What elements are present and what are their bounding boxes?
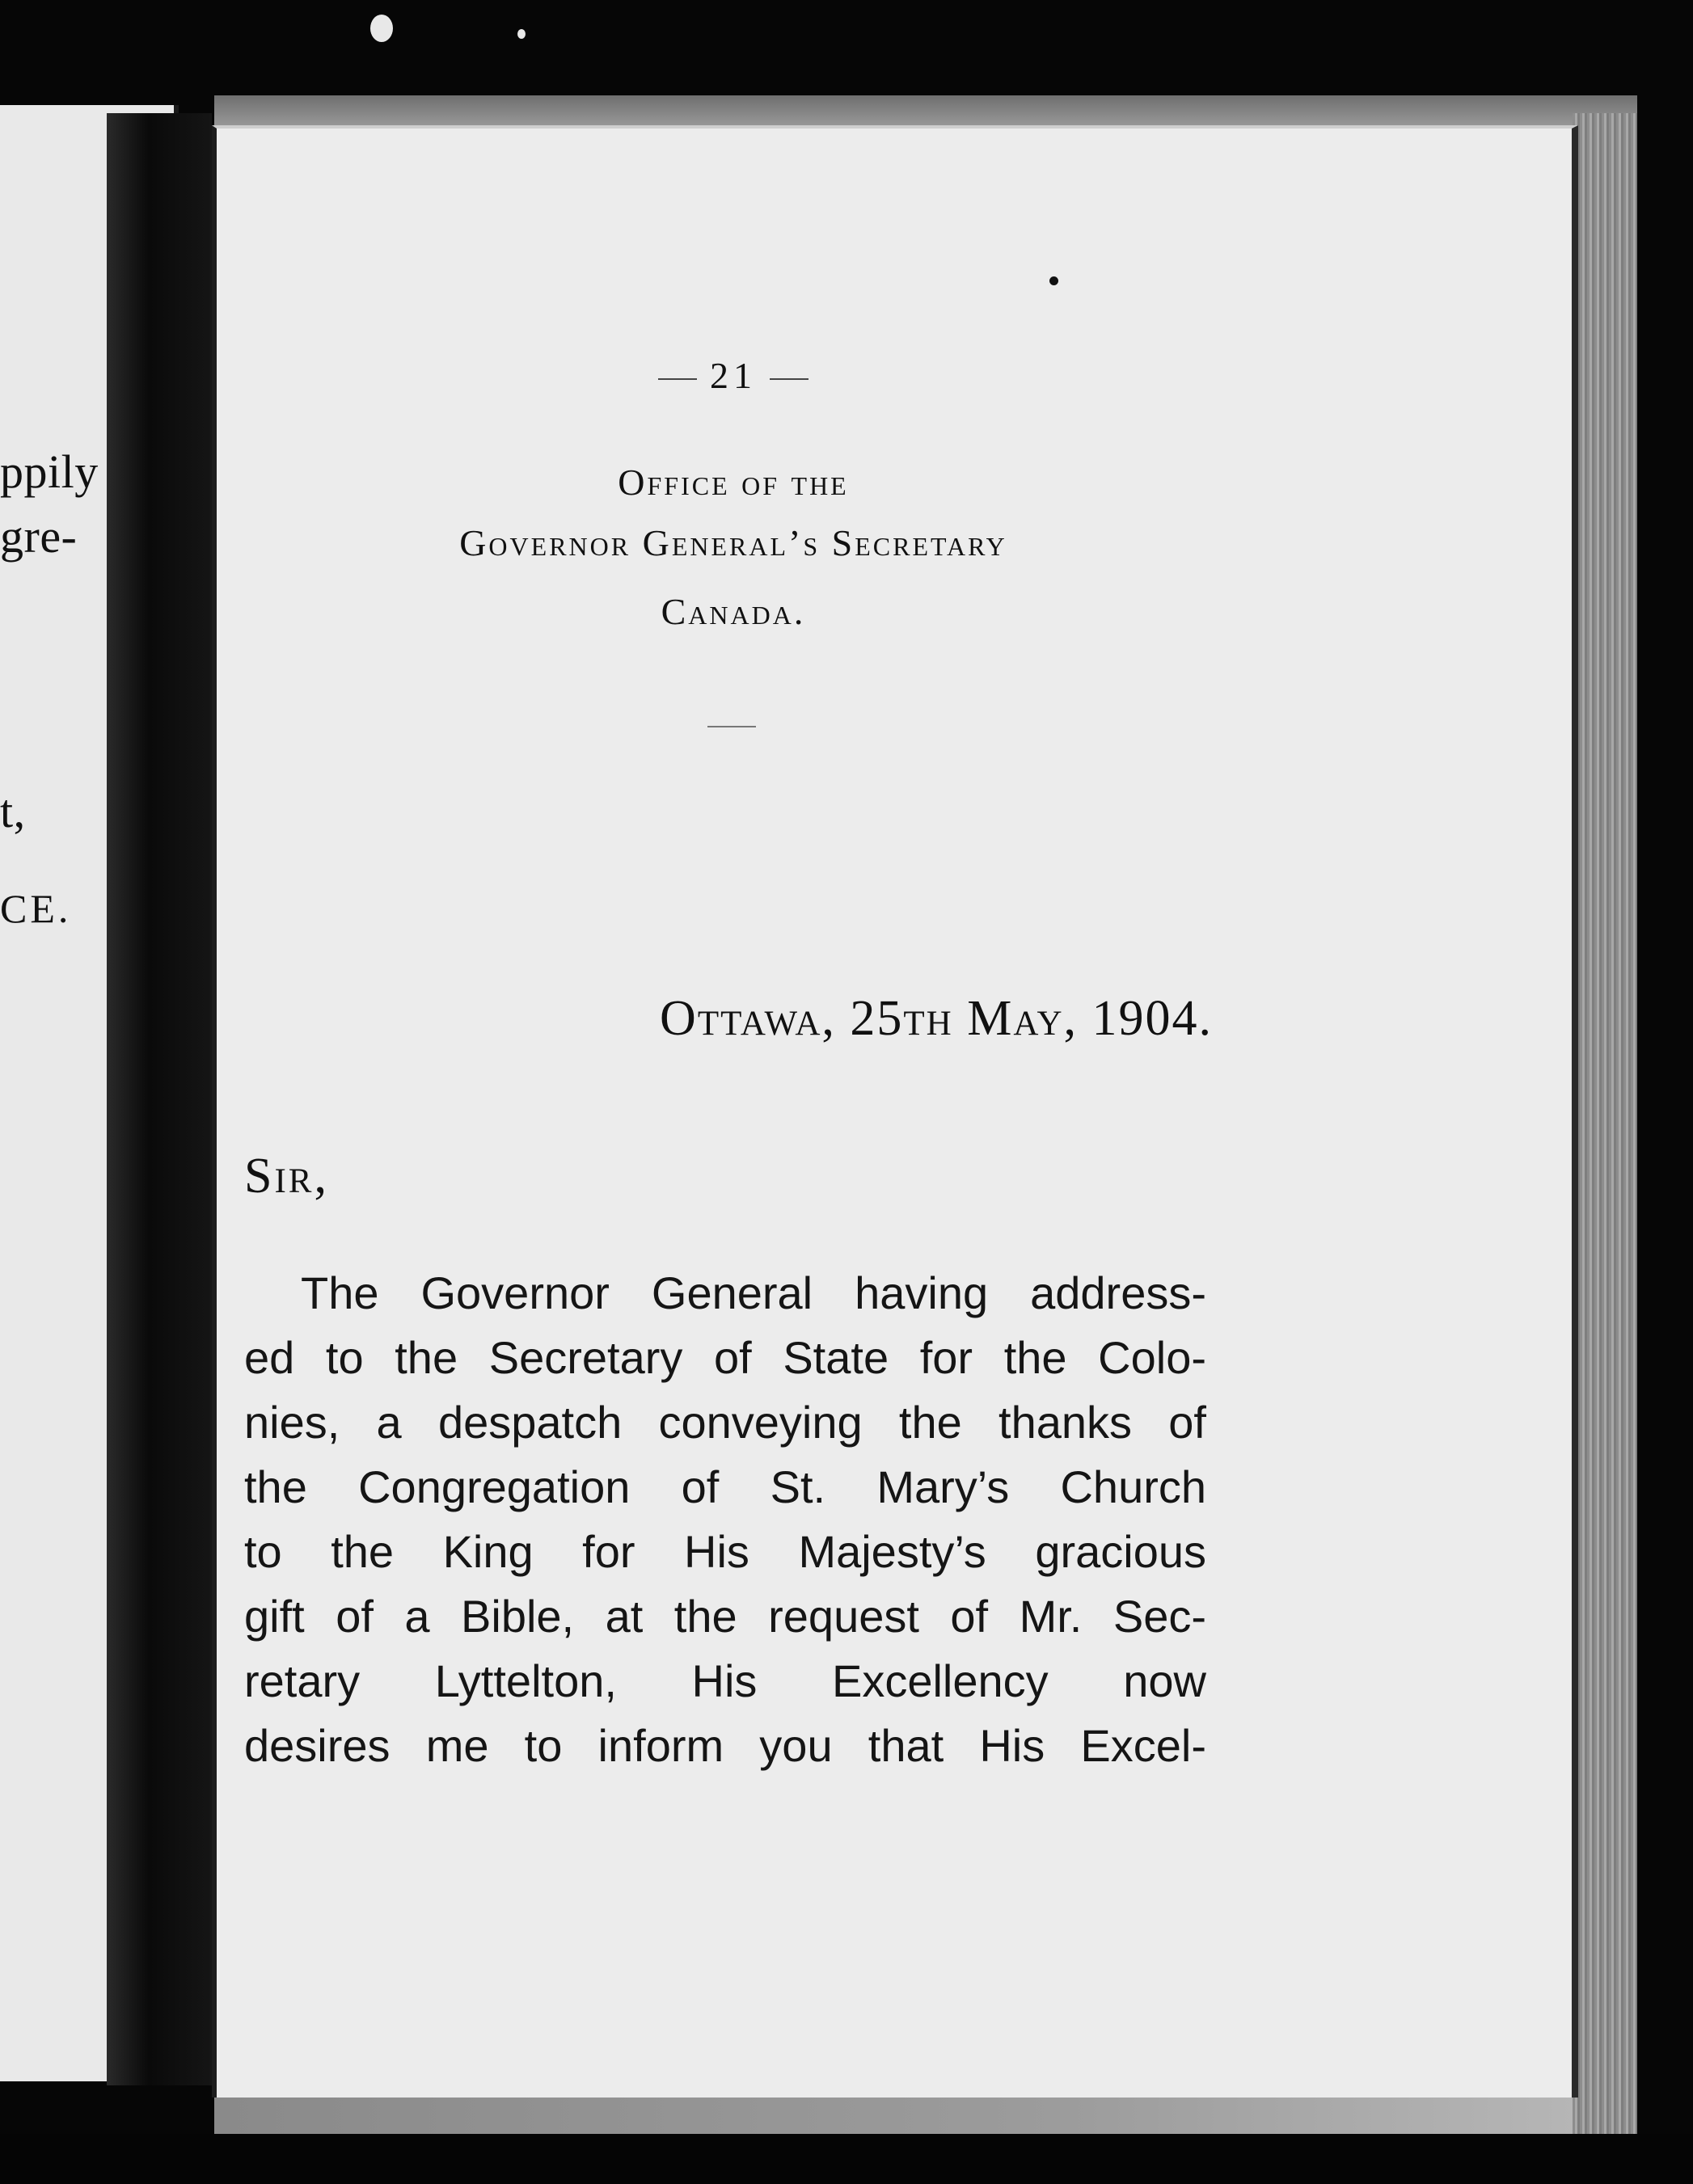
body-line: the Congregation of St. Mary’s Church [244,1461,1206,1512]
letter-body [244,1261,1206,1778]
dateline-text: Ottawa, 25th May, 1904. [660,991,1213,1046]
scan-speck [370,15,393,42]
letterhead-rule [707,726,756,727]
page-stack-top-edge [214,95,1637,128]
main-page [212,125,1578,2098]
left-page-line: ppily [0,445,99,498]
body-line: desires me to inform you that His Excel- [244,1720,1206,1771]
salutation: Sir, [244,1149,329,1204]
page-number-text: 21 [710,355,757,396]
body-line: nies, a despatch conveying the thanks of [244,1397,1206,1448]
letterhead-line-2: Governor General’s Secretary [459,522,1007,563]
left-page-line: t, [0,785,26,837]
page-number-dash [658,378,697,380]
dateline [566,990,1213,1048]
scan-bottom-margin [0,2134,1693,2184]
ink-dot [1049,276,1058,285]
letterhead-line-3: Canada. [661,591,806,632]
left-page-line: gre- [0,510,78,563]
body-line: ed to the Secretary of State for the Colo- [244,1332,1206,1383]
left-page-line: CE. [0,886,72,931]
scan-speck [517,29,526,39]
page-number-dash [770,378,809,380]
body-line: gift of a Bible, at the request of Mr. Sec- [244,1591,1206,1642]
page-stack-right-edge [1573,113,1637,2134]
body-line: The Governor General having address- [301,1267,1206,1318]
page-number [212,354,1255,397]
book-gutter-shadow [107,113,212,2085]
body-line: retary Lyttelton, His Excellency now [244,1655,1206,1706]
body-line: to the King for His Majesty’s gracious [244,1526,1206,1577]
letterhead-line-1: Office of the [618,462,849,503]
